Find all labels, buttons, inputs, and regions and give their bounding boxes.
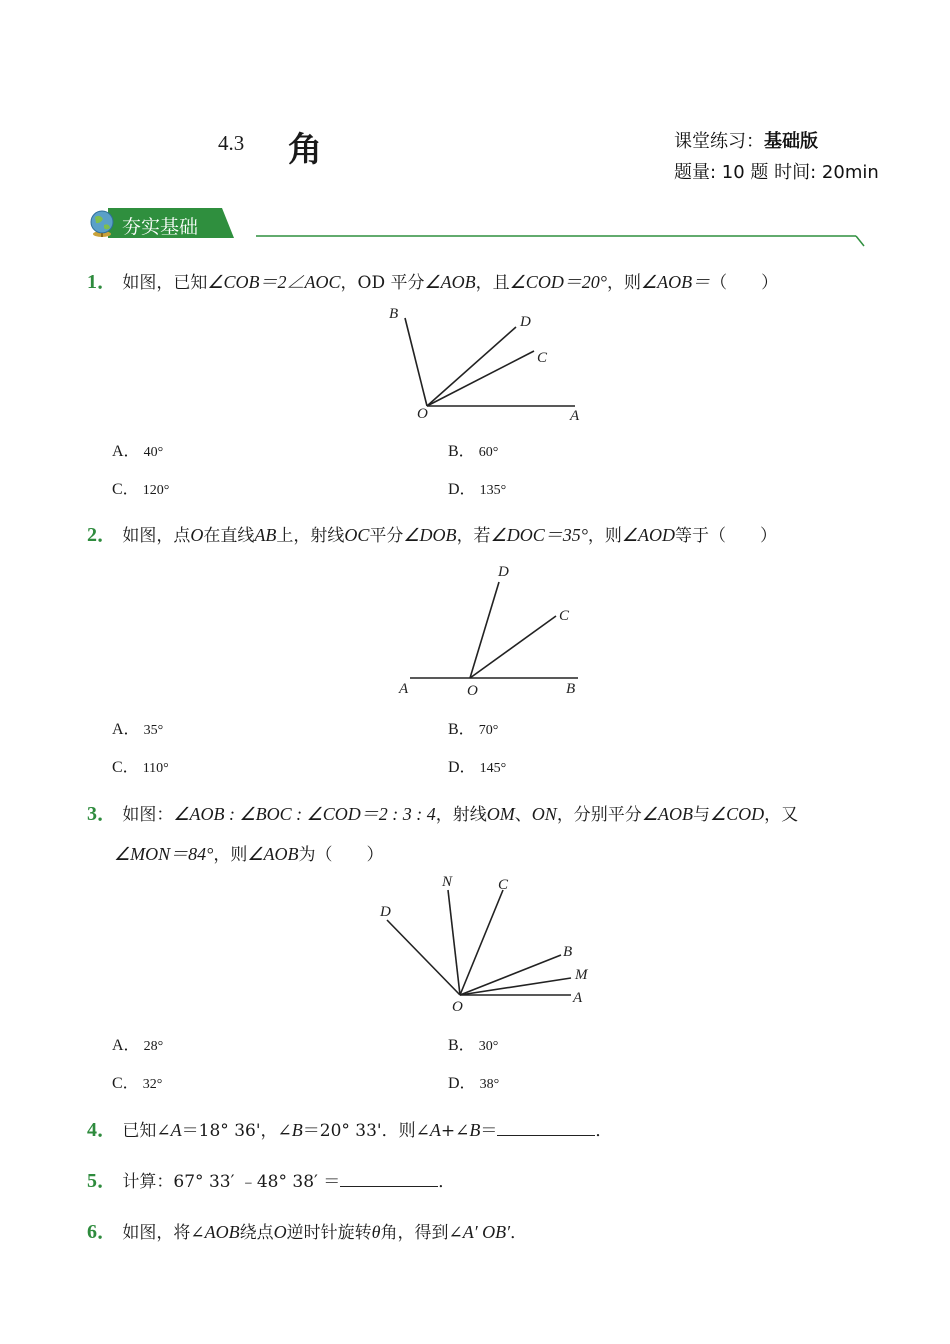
label-A: A: [399, 681, 409, 697]
option-3A[interactable]: A． 28°: [112, 1037, 164, 1054]
option-3B[interactable]: B． 30°: [448, 1037, 499, 1054]
section-banner: [86, 205, 866, 249]
label-C: C: [498, 877, 509, 893]
label-B: B: [389, 306, 399, 322]
section-title: 角: [288, 130, 322, 170]
practice-label: 课堂练习：: [674, 131, 764, 152]
figure-1: [375, 298, 595, 428]
practice-info: [674, 127, 818, 153]
option-2D[interactable]: D． 145°: [448, 759, 507, 776]
answer-blank[interactable]: [340, 1170, 438, 1187]
option-3D[interactable]: D． 38°: [448, 1075, 500, 1092]
banner-title: 夯实基础: [122, 216, 199, 238]
option-2C[interactable]: C． 110°: [112, 759, 169, 776]
label-C: C: [559, 608, 570, 624]
label-A: A: [570, 408, 580, 424]
practice-level: 基础版: [764, 131, 818, 152]
ray-OD: [387, 920, 460, 995]
label-O: O: [467, 683, 478, 699]
question-3: 3． 如图：∠AOB : ∠BOC : ∠COD＝2 : 3 : 4，射线OM、ON，分别平分∠AOB与∠COD，又: [87, 803, 799, 825]
ray-OC: [460, 890, 503, 995]
label-O: O: [417, 406, 428, 422]
label-O: O: [452, 999, 463, 1015]
question-1: 1． 如图，已知∠COB＝2∠AOC，OD 平分∠AOB，且∠COD＝20°，则∠AOB＝（ ）: [87, 271, 779, 293]
ray-OB: [405, 318, 427, 406]
globe-icon: [91, 211, 113, 237]
option-2B[interactable]: B． 70°: [448, 721, 499, 738]
question-3-line2: ∠MON＝84°，则∠AOB为（ ）: [114, 844, 384, 865]
option-2A[interactable]: A． 35°: [112, 721, 164, 738]
question-number: 6．: [87, 1221, 117, 1243]
label-B: B: [563, 944, 573, 960]
label-D: D: [520, 314, 531, 330]
question-6: 6． 如图，将∠AOB绕点O逆时针旋转θ角，得到∠A′ OB′．: [87, 1221, 528, 1243]
option-3C[interactable]: C． 32°: [112, 1075, 163, 1092]
question-number: 4．: [87, 1119, 117, 1141]
ray-ON: [448, 890, 460, 995]
question-4: 4． 已知∠A＝18° 36'，∠B＝20° 33'．则∠A+∠B＝ ．: [87, 1119, 613, 1141]
count-info: 题量: 10 题 时间: 20min: [674, 162, 879, 183]
label-C: C: [537, 350, 548, 366]
question-number: 2．: [87, 524, 117, 546]
label-D: D: [498, 564, 509, 580]
label-N: N: [442, 874, 453, 890]
section-number: 4.3: [218, 131, 245, 155]
ray-OC: [470, 616, 556, 678]
question-5: 5． 计算：67° 33′ ﹣48° 38′ ＝ ．: [87, 1170, 456, 1192]
option-1B[interactable]: B． 60°: [448, 443, 499, 460]
option-1C[interactable]: C． 120°: [112, 481, 170, 498]
label-D: D: [380, 904, 391, 920]
question-number: 5．: [87, 1170, 117, 1192]
banner-graphic: [86, 205, 866, 249]
figure-2: [390, 556, 590, 701]
answer-blank[interactable]: [497, 1119, 595, 1136]
question-2: 2． 如图，点O在直线AB上，射线OC平分∠DOB，若∠DOC＝35°，则∠AOD等于（ ）: [87, 524, 778, 546]
label-A: A: [573, 990, 583, 1006]
figure-3: [370, 870, 600, 1020]
option-1D[interactable]: D． 135°: [448, 481, 507, 498]
ray-OM: [460, 978, 571, 995]
question-number: 1．: [87, 271, 117, 293]
label-B: B: [566, 681, 576, 697]
question-number: 3．: [87, 803, 117, 825]
label-M: M: [575, 967, 588, 983]
ray-OB: [460, 955, 561, 995]
option-1A[interactable]: A． 40°: [112, 443, 164, 460]
ray-OD: [470, 582, 499, 678]
